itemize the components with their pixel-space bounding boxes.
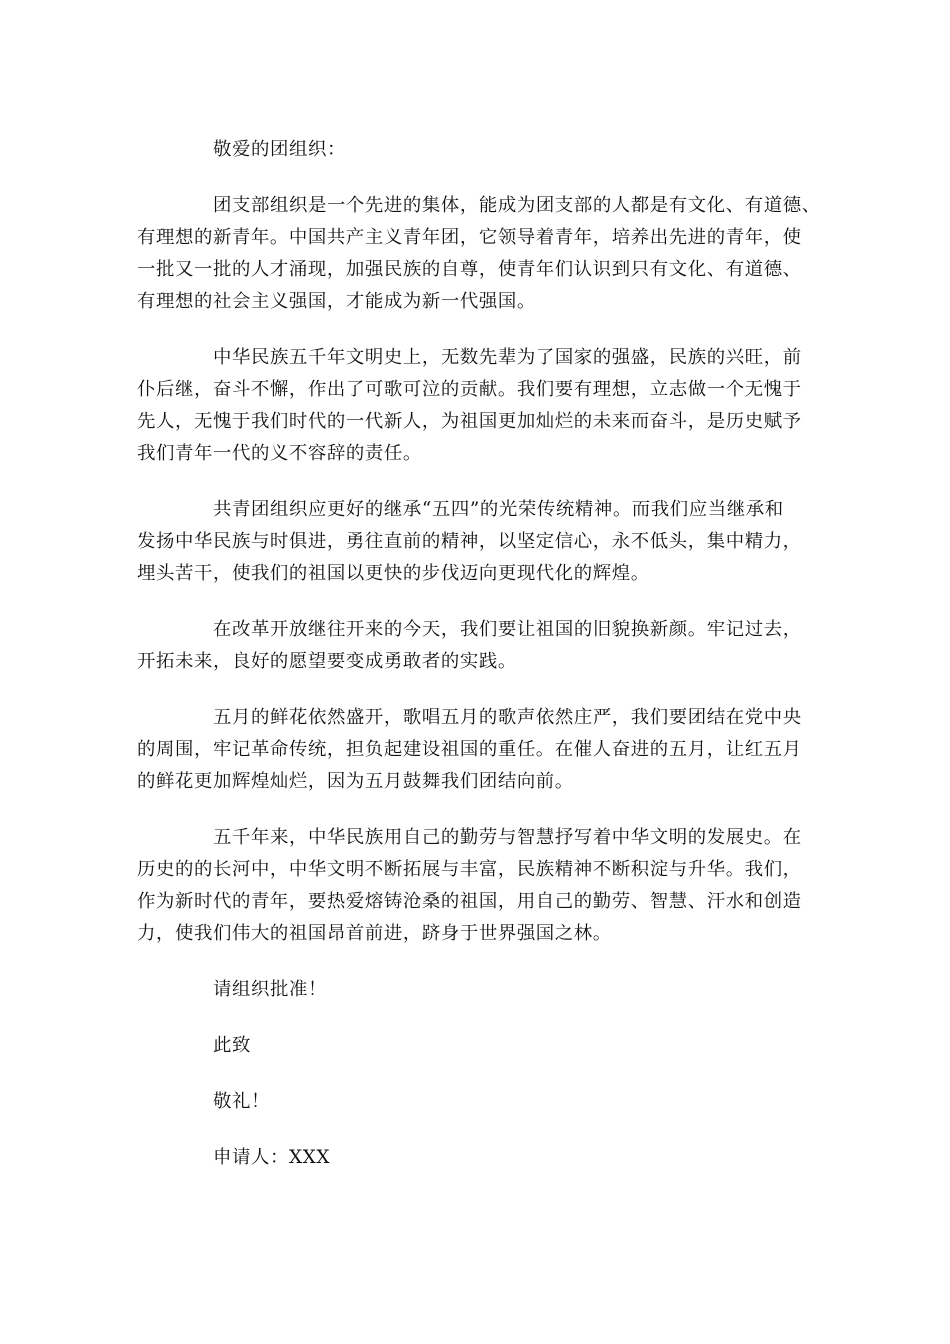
paragraph-line: 五月的鲜花依然盛开，歌唱五月的歌声依然庄严，我们要团结在党中央 (213, 707, 802, 728)
paragraph-line: 的鲜花更加辉煌灿烂，因为五月鼓舞我们团结向前。 (137, 771, 574, 792)
paragraph-line: 我们青年一代的义不容辞的责任。 (137, 443, 422, 464)
paragraph-line: 仆后继，奋斗不懈，作出了可歌可泣的贡献。我们要有理想，立志做一个无愧于 (137, 379, 802, 400)
paragraph-line: 一批又一批的人才涌现，加强民族的自尊，使青年们认识到只有文化、有道德、 (137, 259, 802, 280)
paragraph-line: 力，使我们伟大的祖国昂首前进，跻身于世界强国之林。 (137, 923, 612, 944)
paragraph-line: 开拓未来，良好的愿望要变成勇敢者的实践。 (137, 651, 517, 672)
paragraph-line: 有理想的社会主义强国，才能成为新一代强国。 (137, 291, 536, 312)
paragraph-line: 历史的的长河中，中华文明不断拓展与丰富，民族精神不断积淀与升华。我们， (137, 859, 802, 880)
paragraph-4 (137, 614, 813, 678)
paragraph-1 (137, 190, 821, 318)
paragraph-line: 在改革开放继往开来的今天，我们要让祖国的旧貌换新颜。牢记过去， (213, 619, 802, 640)
closing-cizhi: 此致 (213, 1035, 251, 1056)
application-letter (137, 134, 821, 1174)
closing-jingli: 敬礼！ (213, 1091, 270, 1112)
applicant-signature: 申请人：XXX (213, 1147, 331, 1168)
paragraph-line: 埋头苦干，使我们的祖国以更快的步伐迈向更现代化的辉煌。 (137, 563, 650, 584)
approval-request: 请组织批准！ (213, 979, 327, 1000)
paragraph-line: 五千年来，中华民族用自己的勤劳与智慧抒写着中华文明的发展史。在 (213, 827, 802, 848)
paragraph-2 (137, 342, 813, 470)
paragraph-line: 先人，无愧于我们时代的一代新人，为祖国更加灿烂的未来而奋斗，是历史赋予 (137, 411, 802, 432)
paragraph-5 (137, 702, 813, 798)
paragraph-line: 团支部组织是一个先进的集体，能成为团支部的人都是有文化、有道德、 (213, 195, 821, 216)
paragraph-line: 作为新时代的青年，要热爱熔铸沧桑的祖国，用自己的勤劳、智慧、汗水和创造 (137, 891, 802, 912)
paragraph-line: 发扬中华民族与时俱进，勇往直前的精神，以坚定信心，永不低头，集中精力， (137, 531, 802, 552)
paragraph-line: 的周围，牢记革命传统，担负起建设祖国的重任。在催人奋进的五月，让红五月 (137, 739, 802, 760)
paragraph-3 (137, 494, 813, 590)
paragraph-6 (137, 822, 813, 950)
paragraph-line: 中华民族五千年文明史上，无数先辈为了国家的强盛，民族的兴旺，前 (213, 347, 802, 368)
salutation: 敬爱的团组织： (213, 139, 346, 160)
paragraph-line: 共青团组织应更好的继承“五四”的光荣传统精神。而我们应当继承和 (213, 499, 784, 520)
paragraph-line: 有理想的新青年。中国共产主义青年团，它领导着青年，培养出先进的青年，使 (137, 227, 802, 248)
